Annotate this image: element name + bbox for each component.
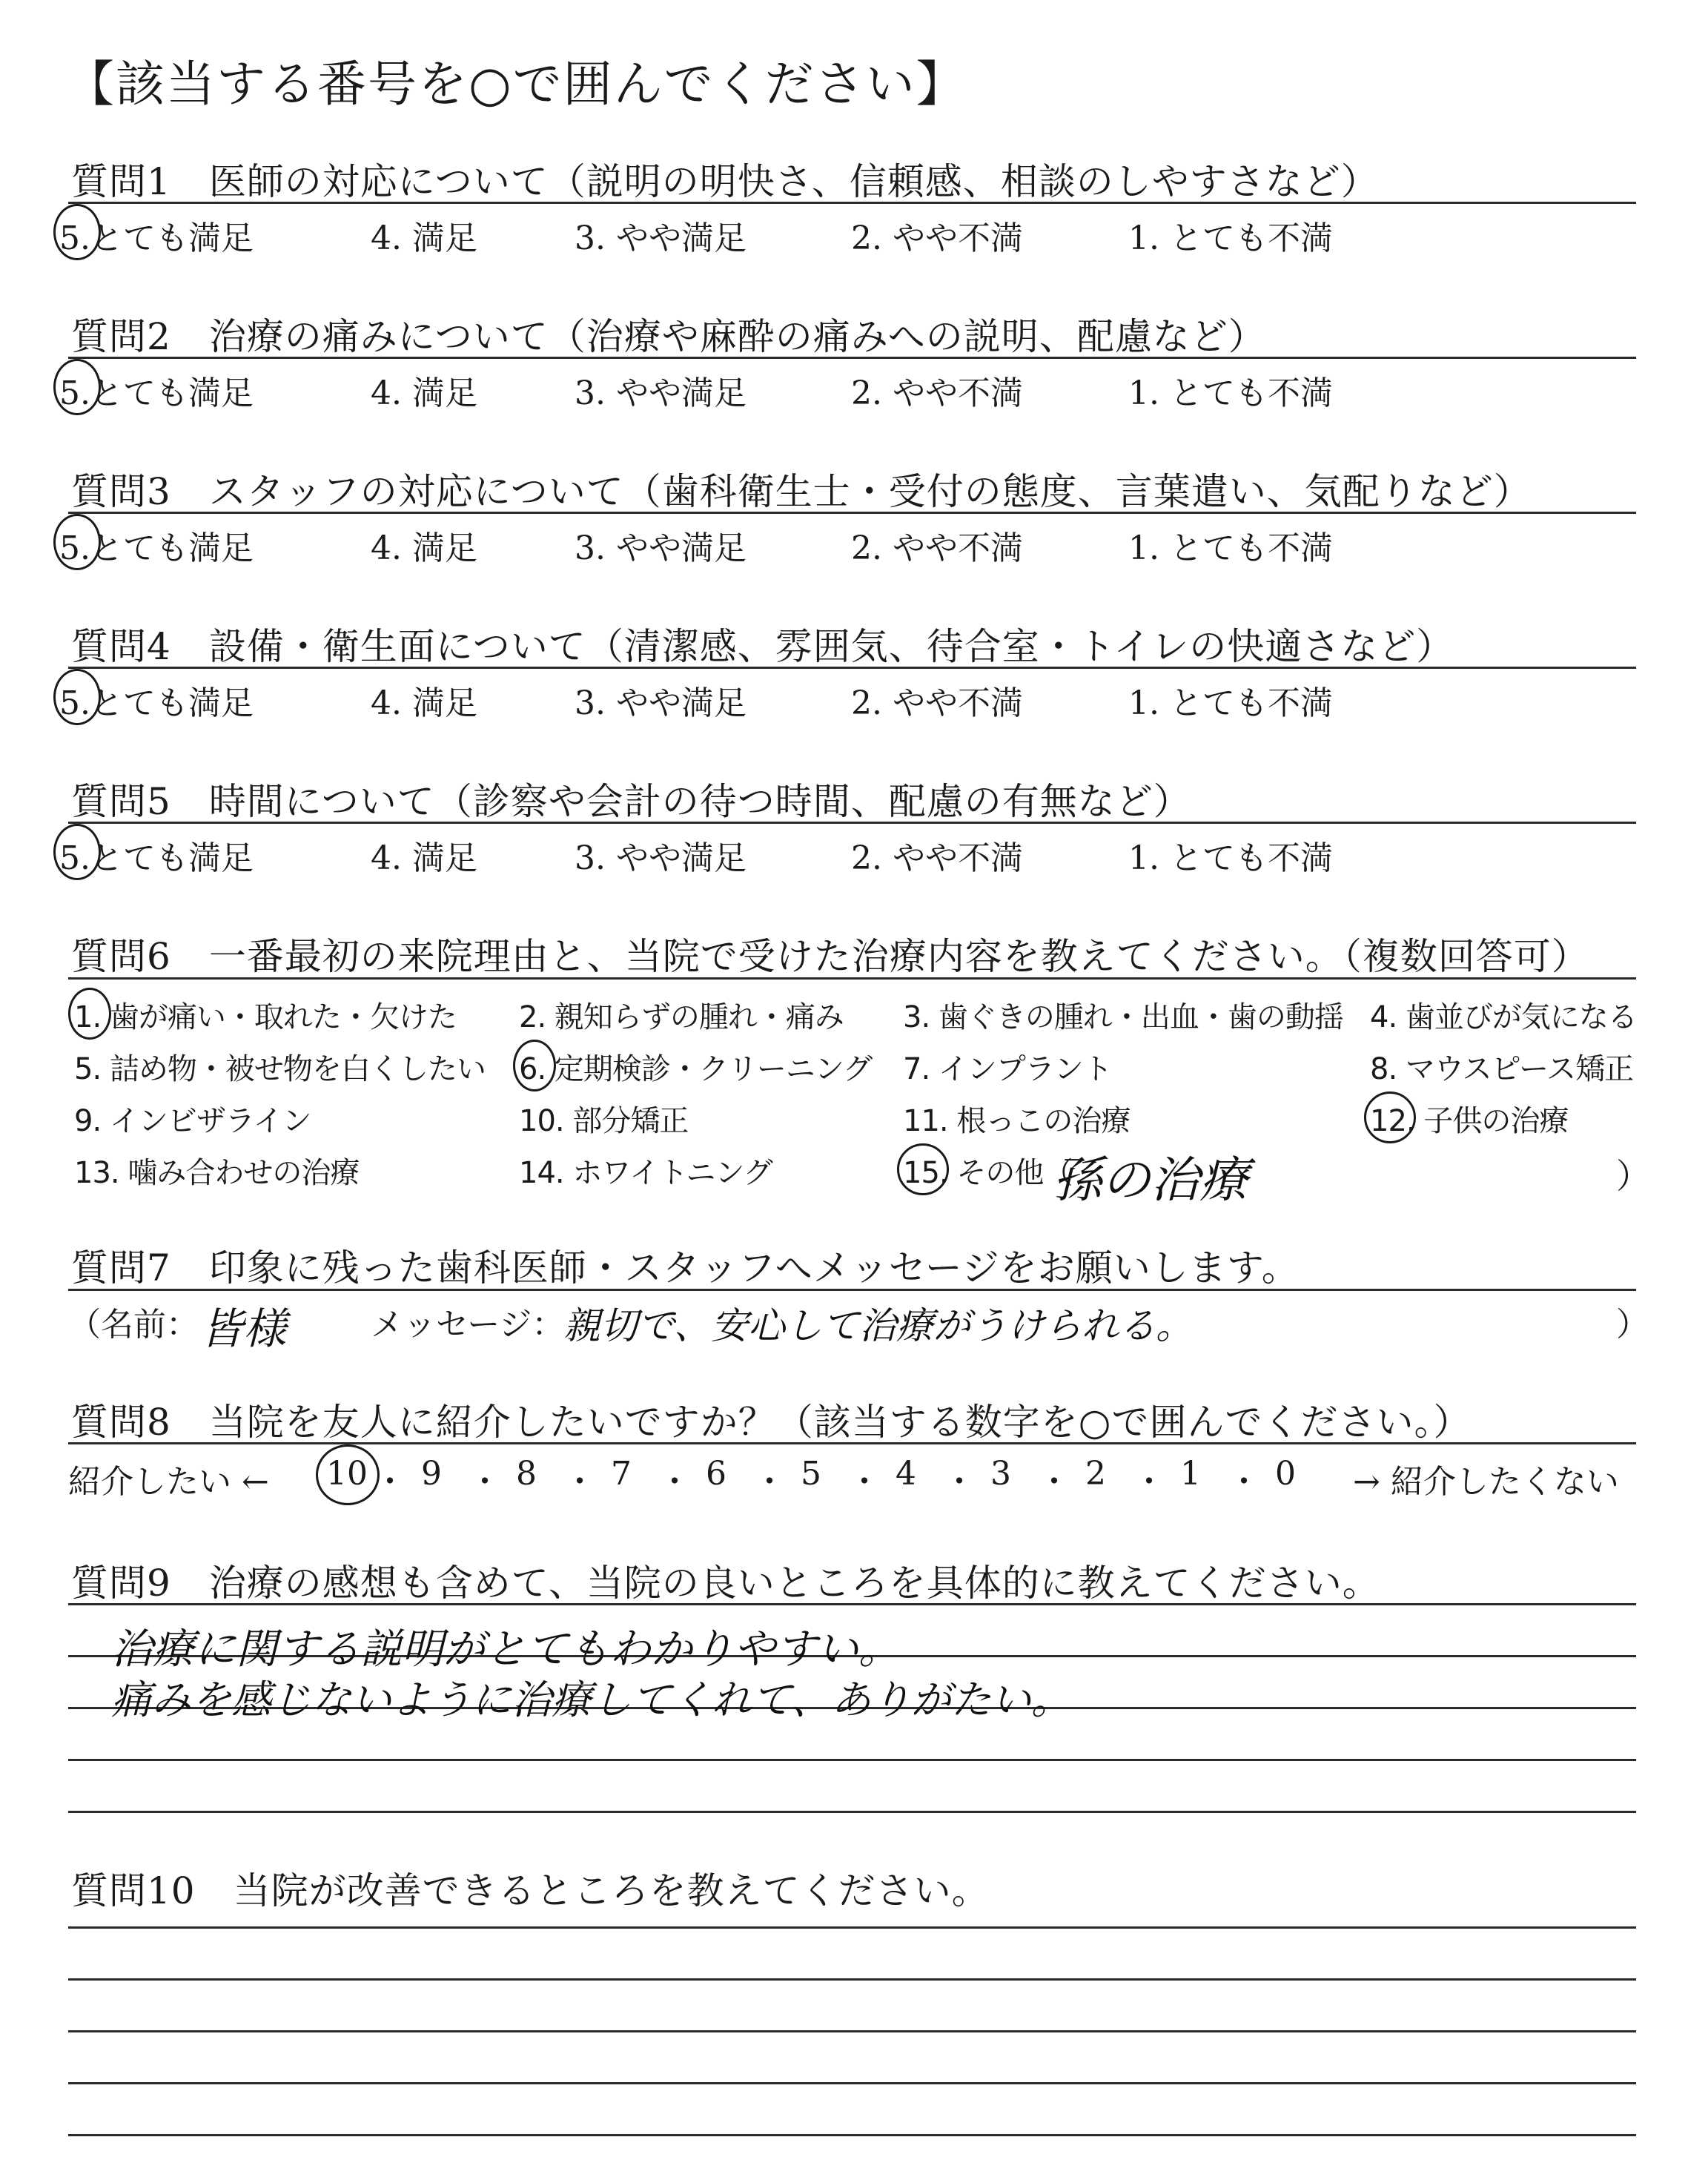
question-rule — [68, 822, 1636, 824]
rating-option: 2. やや不満 — [851, 529, 1023, 567]
q8-scale-value: 3 — [990, 1455, 1011, 1493]
answer-line — [68, 2082, 1636, 2084]
rating-option: 3. やや満足 — [575, 529, 747, 567]
q8-scale-value: 7 — [611, 1455, 632, 1493]
question-text: 時間について（診察や会計の待つ時間、配慮の有無など） — [208, 780, 1191, 823]
q8-rule — [68, 1442, 1636, 1444]
q6-option: 5. 詰め物・被せ物を白くしたい — [74, 1052, 486, 1086]
answer-line — [68, 1811, 1636, 1813]
rating-option: 1. とても不満 — [1128, 684, 1333, 722]
q6-option: 14. ホワイトニング — [519, 1156, 772, 1190]
q8-scale-dot: ・ — [469, 1463, 501, 1501]
selection-circle — [513, 1040, 556, 1091]
q7-rule — [68, 1289, 1636, 1291]
q7-message-value: 親切で、安心して治療がうけられる。 — [563, 1304, 1193, 1347]
q8-scale-value: 8 — [516, 1455, 537, 1493]
q10-label: 質問10 — [71, 1869, 196, 1912]
q8-label: 質問8 — [71, 1401, 171, 1444]
q8-scale-dot: ・ — [1038, 1463, 1070, 1501]
rating-option: 3. やや満足 — [575, 684, 747, 722]
question-label: 質問1 — [71, 160, 171, 203]
q6-text: 一番最初の来院理由と、当院で受けた治療内容を教えてください。（複数回答可） — [208, 935, 1589, 978]
answer-line — [68, 2030, 1636, 2032]
question-rule — [68, 667, 1636, 669]
rating-option: 1. とても不満 — [1128, 839, 1333, 877]
q7-close-paren: ） — [1616, 1306, 1649, 1344]
q7-heading — [71, 1238, 1300, 1292]
rating-option: 3. やや満足 — [575, 374, 747, 412]
selection-circle — [53, 204, 101, 260]
q6-rule — [68, 977, 1636, 980]
question-heading — [71, 772, 1191, 825]
q6-option: 6. 定期検診・クリーニング — [519, 1052, 873, 1086]
q7-name-value: 皆様 — [200, 1304, 287, 1354]
rating-option: 5.とても満足 — [59, 839, 254, 877]
q8-scale-dot: ・ — [848, 1463, 881, 1501]
q9-answer-line-1: 治療に関する説明がとてもわかりやすい。 — [111, 1625, 900, 1674]
question-rule — [68, 512, 1636, 514]
q6-other-answer: 孫の治療 — [1053, 1152, 1248, 1209]
rating-option: 4. 満足 — [371, 684, 477, 722]
q8-text: 当院を友人に紹介したいですか？（該当する数字を○で囲んでください。） — [208, 1401, 1472, 1444]
q7-message-label: メッセージ： — [371, 1306, 565, 1344]
rating-option: 5.とても満足 — [59, 529, 254, 567]
q10-heading — [71, 1861, 990, 1915]
q8-scale-dot: ・ — [753, 1463, 786, 1501]
question-heading — [71, 617, 1454, 670]
q6-option: 15. その他（ — [903, 1156, 1073, 1190]
question-label: 質問4 — [71, 625, 171, 668]
selection-circle — [68, 988, 111, 1040]
rating-option: 4. 満足 — [371, 219, 477, 257]
rating-option: 1. とても不満 — [1128, 219, 1333, 257]
q6-option: 3. 歯ぐきの腫れ・出血・歯の動揺 — [903, 1000, 1343, 1034]
q8-scale-value: 5 — [801, 1455, 821, 1493]
q7-name-label: （名前： — [68, 1306, 199, 1344]
rating-option: 3. やや満足 — [575, 839, 747, 877]
rating-option: 1. とても不満 — [1128, 374, 1333, 412]
q6-option: 9. インビザライン — [74, 1104, 311, 1138]
rating-option: 4. 満足 — [371, 529, 477, 567]
answer-line — [68, 1978, 1636, 1981]
q6-option: 11. 根っこの治療 — [903, 1104, 1131, 1138]
rating-option: 5.とても満足 — [59, 219, 254, 257]
rating-option: 4. 満足 — [371, 374, 477, 412]
q9-text: 治療の感想も含めて、当院の良いところを具体的に教えてください。 — [208, 1562, 1380, 1605]
q7-text: 印象に残った歯科医師・スタッフへメッセージをお願いします。 — [208, 1246, 1300, 1289]
question-text: 治療の痛みについて（治療や麻酔の痛みへの説明、配慮など） — [208, 315, 1266, 358]
q8-scale-value: 6 — [706, 1455, 726, 1493]
q8-scale-value: 1 — [1180, 1455, 1201, 1493]
q8-scale-value: 2 — [1085, 1455, 1106, 1493]
q6-option: 2. 親知らずの腫れ・痛み — [519, 1000, 844, 1034]
q6-option: 13. 噛み合わせの治療 — [74, 1156, 360, 1190]
rating-option: 5.とても満足 — [59, 374, 254, 412]
question-heading — [71, 462, 1532, 515]
q8-scale-dot: ・ — [1133, 1463, 1165, 1501]
selection-circle — [316, 1444, 380, 1505]
answer-line — [68, 1759, 1636, 1761]
question-rule — [68, 202, 1636, 204]
selection-circle — [53, 359, 101, 415]
q8-scale-value: 0 — [1275, 1455, 1296, 1493]
q6-option: 1. 歯が痛い・取れた・欠けた — [74, 1000, 457, 1034]
q6-option: 8. マウスピース矯正 — [1370, 1052, 1634, 1086]
question-label: 質問2 — [71, 315, 171, 358]
q6-option: 10. 部分矯正 — [519, 1104, 689, 1138]
answer-line — [68, 2134, 1636, 2136]
rating-option: 2. やや不満 — [851, 374, 1023, 412]
selection-circle — [53, 669, 101, 725]
question-label: 質問5 — [71, 780, 171, 823]
q8-scale-dot: ・ — [374, 1463, 406, 1501]
q6-option: 12. 子供の治療 — [1370, 1104, 1569, 1138]
q9-answer-line-2: 痛みを感じないように治療してくれて、ありがたい。 — [111, 1677, 1071, 1723]
q8-heading — [71, 1393, 1471, 1446]
selection-circle — [53, 514, 101, 570]
q6-close-paren: ） — [1616, 1156, 1649, 1196]
selection-circle — [1364, 1091, 1416, 1143]
question-text: 設備・衛生面について（清潔感、雰囲気、待合室・トイレの快適さなど） — [208, 625, 1454, 668]
rating-option: 4. 満足 — [371, 839, 477, 877]
rating-option: 2. やや不満 — [851, 219, 1023, 257]
q8-scale-dot: ・ — [1228, 1463, 1260, 1501]
q6-heading — [71, 927, 1589, 980]
question-label: 質問3 — [71, 470, 171, 513]
selection-circle — [53, 824, 101, 880]
answer-line — [68, 1926, 1636, 1929]
q6-label: 質問6 — [71, 935, 171, 978]
q8-scale-dot: ・ — [563, 1463, 596, 1501]
question-heading — [71, 152, 1379, 205]
q8-scale-value: 9 — [421, 1455, 442, 1493]
rating-option: 2. やや不満 — [851, 684, 1023, 722]
q8-left-label: 紹介したい ← — [68, 1463, 269, 1501]
q6-option: 7. インプラント — [903, 1052, 1112, 1086]
q9-label: 質問9 — [71, 1562, 171, 1605]
rating-option: 5.とても満足 — [59, 684, 254, 722]
q6-option: 4. 歯並びが気になる — [1370, 1000, 1637, 1034]
q10-text: 当院が改善できるところを教えてください。 — [233, 1869, 990, 1912]
q8-scale-dot: ・ — [658, 1463, 691, 1501]
question-heading — [71, 307, 1266, 360]
page-title: 【該当する番号を○で囲んでください】 — [65, 56, 967, 113]
rating-option: 3. やや満足 — [575, 219, 747, 257]
q8-right-label: → 紹介したくない — [1353, 1463, 1619, 1501]
selection-circle — [897, 1143, 949, 1195]
question-text: スタッフの対応について（歯科衛生士・受付の態度、言葉遣い、気配りなど） — [208, 470, 1532, 513]
question-text: 医師の対応について（説明の明快さ、信頼感、相談のしやすさなど） — [208, 160, 1379, 203]
q8-scale-dot: ・ — [943, 1463, 976, 1501]
answer-line — [68, 1603, 1636, 1605]
q8-scale-value: 4 — [896, 1455, 916, 1493]
rating-option: 2. やや不満 — [851, 839, 1023, 877]
q9-heading — [71, 1553, 1380, 1607]
rating-option: 1. とても不満 — [1128, 529, 1333, 567]
q7-label: 質問7 — [71, 1246, 171, 1289]
q8-scale-value: 10 — [326, 1455, 368, 1493]
question-rule — [68, 357, 1636, 359]
